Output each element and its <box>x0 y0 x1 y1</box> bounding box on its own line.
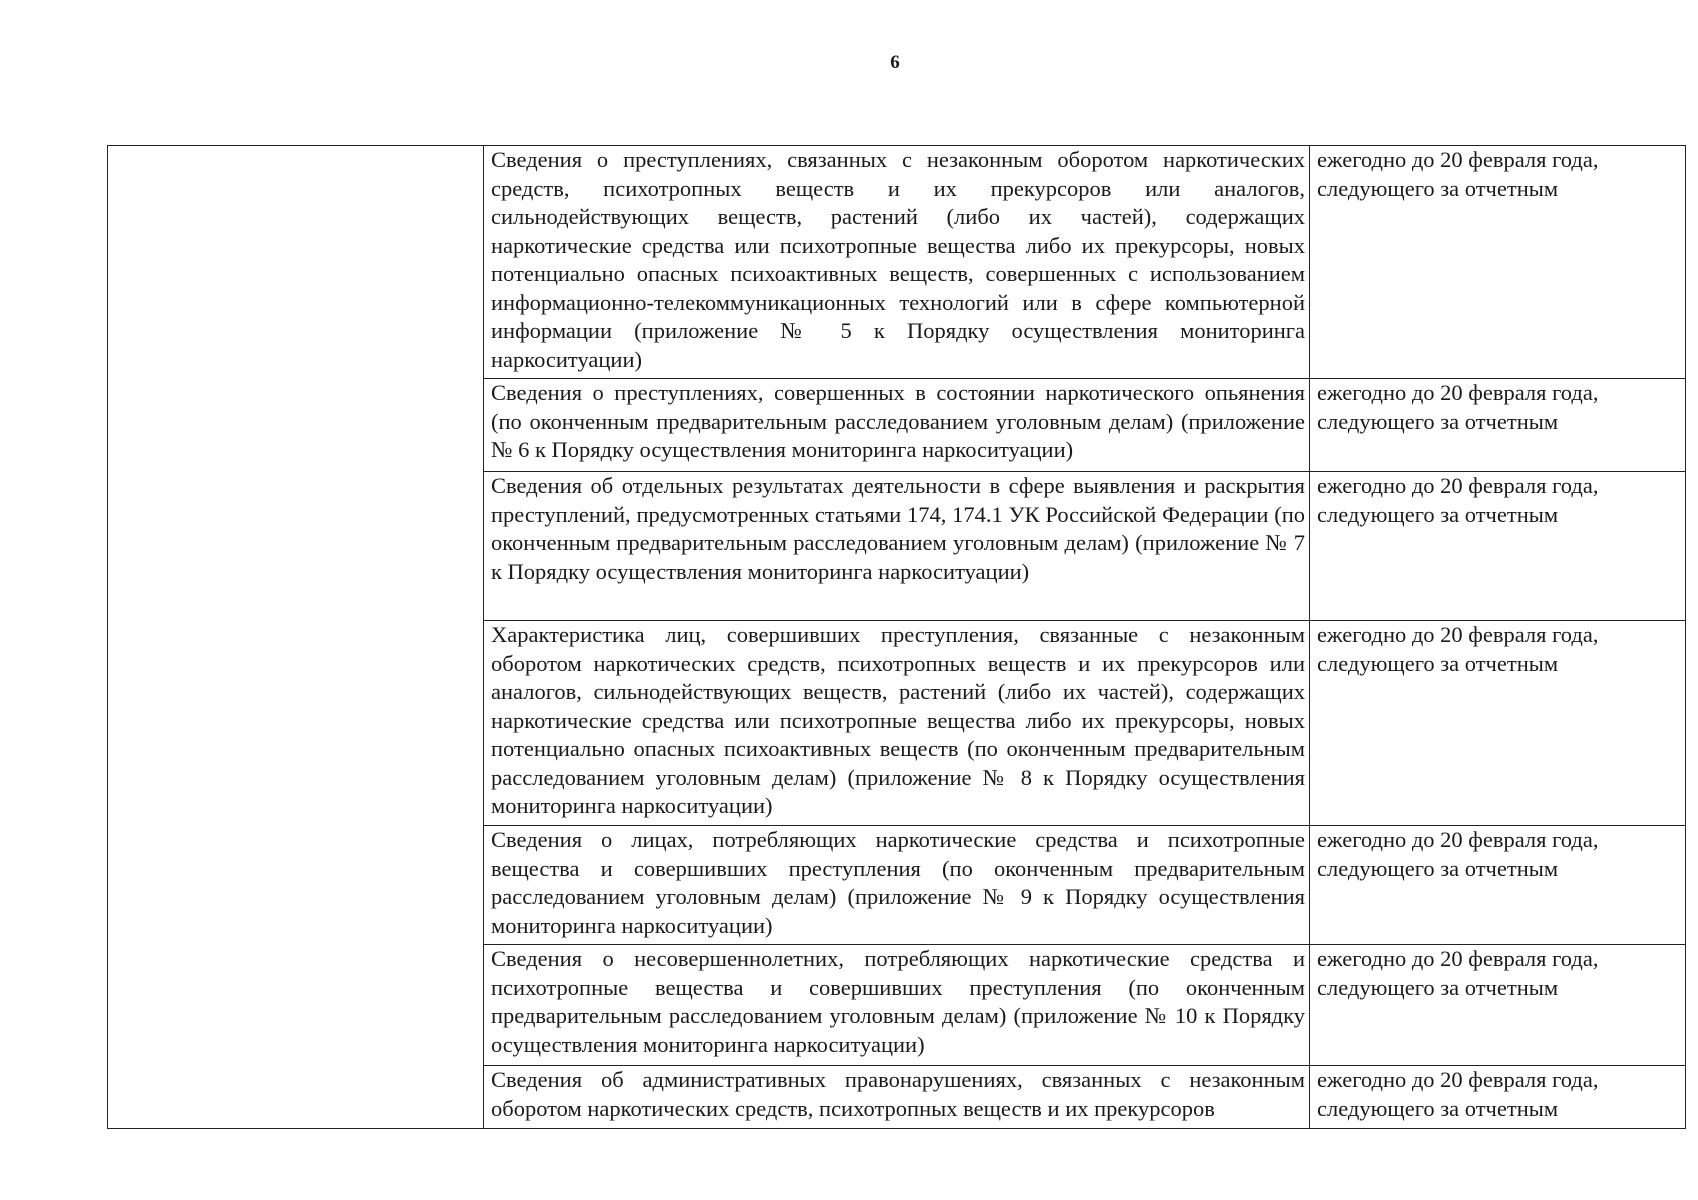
report-description: Сведения об отдельных результатах деятельности в сфере выявления и раскрытия преступлений, предусмотренных статьями 174, 174.1 УК Российской Федерации (по оконченным предварительным расследованием уголовным делам) (приложение № 7 к Порядку осуществления мониторинга наркоситуации) <box>484 472 1310 621</box>
responsible-body-cell <box>108 146 484 1129</box>
report-deadline: ежегодно до 20 февраля года, следующего за отчетным <box>1310 379 1686 472</box>
report-description: Сведения о преступлениях, связанных с незаконным оборотом наркотических средств, психотропных веществ и их прекурсоров или аналогов, сильнодействующих веществ, растений (либо их частей), содержащих наркотические средства или психотропные вещества либо их прекурсоры, новых потенциально опасных психоактивных веществ, совершенных с использованием информационно-телекоммуникационных технологий или в сфере компьютерной информации (приложение № 5 к Порядку осуществления мониторинга наркоситуации) <box>484 146 1310 379</box>
report-description: Сведения о несовершеннолетних, потребляющих наркотические средства и психотропные вещества и совершивших преступления (по оконченным предварительным расследованием уголовным делам) (приложение № 10 к Порядку осуществления мониторинга наркоситуации) <box>484 945 1310 1066</box>
table-row <box>108 146 1686 379</box>
page-number: 6 <box>890 52 900 73</box>
report-deadline: ежегодно до 20 февраля года, следующего за отчетным <box>1310 621 1686 826</box>
report-deadline: ежегодно до 20 февраля года, следующего за отчетным <box>1310 1066 1686 1129</box>
report-deadline: ежегодно до 20 февраля года, следующего за отчетным <box>1310 146 1686 379</box>
report-deadline: ежегодно до 20 февраля года, следующего за отчетным <box>1310 472 1686 621</box>
report-description: Характеристика лиц, совершивших преступления, связанные с незаконным оборотом наркотических средств, психотропных веществ и их прекурсоров или аналогов, сильнодействующих веществ, растений (либо их частей), содержащих наркотические средства или психотропные вещества либо их прекурсоры, новых потенциально опасных психоактивных веществ (по оконченным предварительным расследованием уголовным делам) (приложение № 8 к Порядку осуществления мониторинга наркоситуации) <box>484 621 1310 826</box>
report-description: Сведения о лицах, потребляющих наркотические средства и психотропные вещества и совершивших преступления (по оконченным предварительным расследованием уголовным делам) (приложение № 9 к Порядку осуществления мониторинга наркоситуации) <box>484 826 1310 945</box>
report-description: Сведения об административных правонарушениях, связанных с незаконным оборотом наркотических средств, психотропных веществ и их прекурсоров <box>484 1066 1310 1129</box>
report-description: Сведения о преступлениях, совершенных в состоянии наркотического опьянения (по оконченным предварительным расследованием уголовным делам) (приложение № 6 к Порядку осуществления мониторинга наркоситуации) <box>484 379 1310 472</box>
report-deadline: ежегодно до 20 февраля года, следующего за отчетным <box>1310 945 1686 1066</box>
report-deadline: ежегодно до 20 февраля года, следующего за отчетным <box>1310 826 1686 945</box>
reporting-table <box>107 145 1686 1129</box>
